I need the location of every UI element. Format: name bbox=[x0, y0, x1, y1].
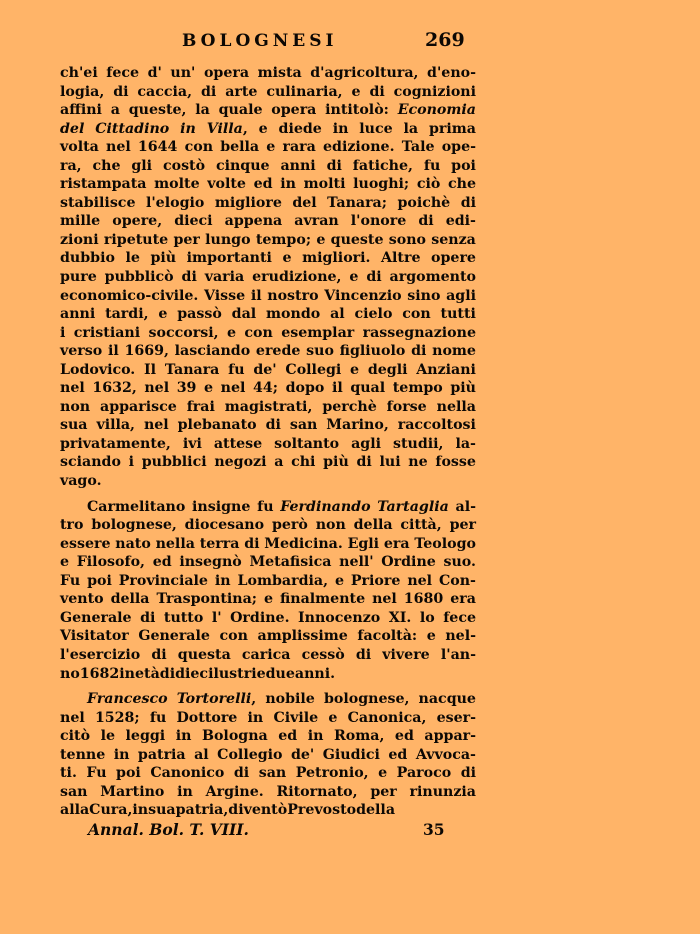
page-footer bbox=[88, 820, 448, 842]
text-line: economico-civile. Visse il nostro Vincenzio sino agli bbox=[60, 287, 476, 304]
page-number: 269 bbox=[425, 29, 465, 51]
paragraph-gap bbox=[60, 491, 476, 498]
text-line: ra, che gli costò cinque anni di fatiche, fu poi bbox=[60, 157, 476, 174]
text-line: privatamente, ivi attese soltanto agli studii, la- bbox=[60, 435, 476, 452]
text-line: volta nel 1644 con bella e rara edizione. Tale ope- bbox=[60, 139, 476, 156]
text-line: pure pubblicò di varia erudizione, e di argomento bbox=[60, 269, 476, 286]
text-line: nel 1632, nel 39 e nel 44; dopo il qual tempo più bbox=[60, 380, 476, 397]
text-line: ristampata molte volte ed in molti luoghi; ciò che bbox=[60, 176, 476, 193]
signature-mark: Annal. Bol. T. VIII. bbox=[88, 820, 249, 839]
gathering-mark: 35 bbox=[423, 820, 445, 839]
paragraph bbox=[60, 498, 476, 683]
text-line: essere nato nella terra di Medicina. Egli era Teologo bbox=[60, 535, 476, 552]
text-line: logia, di caccia, di arte culinaria, e di cognizioni bbox=[60, 83, 476, 100]
paragraph bbox=[60, 690, 476, 820]
text-line: Generale di tutto l' Ordine. Innocenzo XI. lo fece bbox=[60, 609, 476, 626]
text-line: tenne in patria al Collegio de' Giudici ed Avvoca- bbox=[60, 746, 476, 763]
text-line: stabilisce l'elogio migliore del Tanara; poichè di bbox=[60, 194, 476, 211]
text-line: citò le leggi in Bologna ed in Roma, ed appar- bbox=[60, 728, 476, 745]
text-line: Fu poi Provinciale in Lombardia, e Priore nel Con- bbox=[60, 572, 476, 589]
text-line: sciando i pubblici negozi a chi più di lui ne fosse bbox=[60, 454, 476, 471]
text-line: affini a queste, la quale opera intitolò: Economia bbox=[60, 102, 476, 119]
paragraph bbox=[60, 64, 476, 491]
text-line: zioni ripetute per lungo tempo; e queste sono senza bbox=[60, 231, 476, 248]
text-line: vago. bbox=[60, 473, 102, 490]
text-line: e Filosofo, ed insegnò Metafisica nell' Ordine suo. bbox=[60, 554, 476, 571]
text-line: l'esercizio di questa carica cessò di vivere l'an- bbox=[60, 646, 476, 663]
paragraph-gap bbox=[60, 683, 476, 690]
text-line: no 1682 in età di dieci lustri e due anni. bbox=[60, 665, 336, 682]
text-line: anni tardi, e passò dal mondo al cielo con tutti bbox=[60, 306, 476, 323]
text-line: Carmelitano insigne fu Ferdinando Tartaglia al- bbox=[87, 498, 476, 515]
text-line: Lodovico. Il Tanara fu de' Collegi e degli Anziani bbox=[60, 361, 476, 378]
text-line: san Martino in Argine. Ritornato, per rinunzia bbox=[60, 783, 476, 800]
text-line: ti. Fu poi Canonico di san Petronio, e Paroco di bbox=[60, 765, 476, 782]
text-line: i cristiani soccorsi, e con esemplar rassegnazione bbox=[60, 324, 476, 341]
text-line: mille opere, dieci appena avran l'onore di edi- bbox=[60, 213, 476, 230]
text-line: vento della Traspontina; e finalmente nel 1680 era bbox=[60, 591, 476, 608]
text-line: alla Cura, in sua patria, diventò Prevosto della bbox=[60, 802, 396, 819]
text-line: Francesco Tortorelli, nobile bolognese, nacque bbox=[87, 691, 476, 708]
text-line: ch'ei fece d' un' opera mista d'agricoltura, d'eno- bbox=[60, 65, 476, 81]
text-line: dubbio le più importanti e migliori. Altre opere bbox=[60, 250, 476, 267]
body-text bbox=[60, 64, 476, 820]
text-line: del Cittadino in Villa, e diede in luce la prima bbox=[60, 120, 476, 137]
running-head: BOLOGNESI bbox=[182, 31, 338, 51]
text-line: sua villa, nel plebanato di san Marino, raccoltosi bbox=[60, 417, 476, 434]
text-line: verso il 1669, lasciando erede suo figliuolo di nome bbox=[60, 343, 476, 360]
text-line: Visitator Generale con amplissime facoltà: e nel- bbox=[60, 628, 476, 645]
text-line: tro bolognese, diocesano però non della città, per bbox=[60, 517, 476, 534]
page-header bbox=[60, 29, 465, 53]
text-line: non apparisce frai magistrati, perchè forse nella bbox=[60, 398, 476, 415]
text-line: nel 1528; fu Dottore in Civile e Canonica, eser- bbox=[60, 709, 476, 726]
